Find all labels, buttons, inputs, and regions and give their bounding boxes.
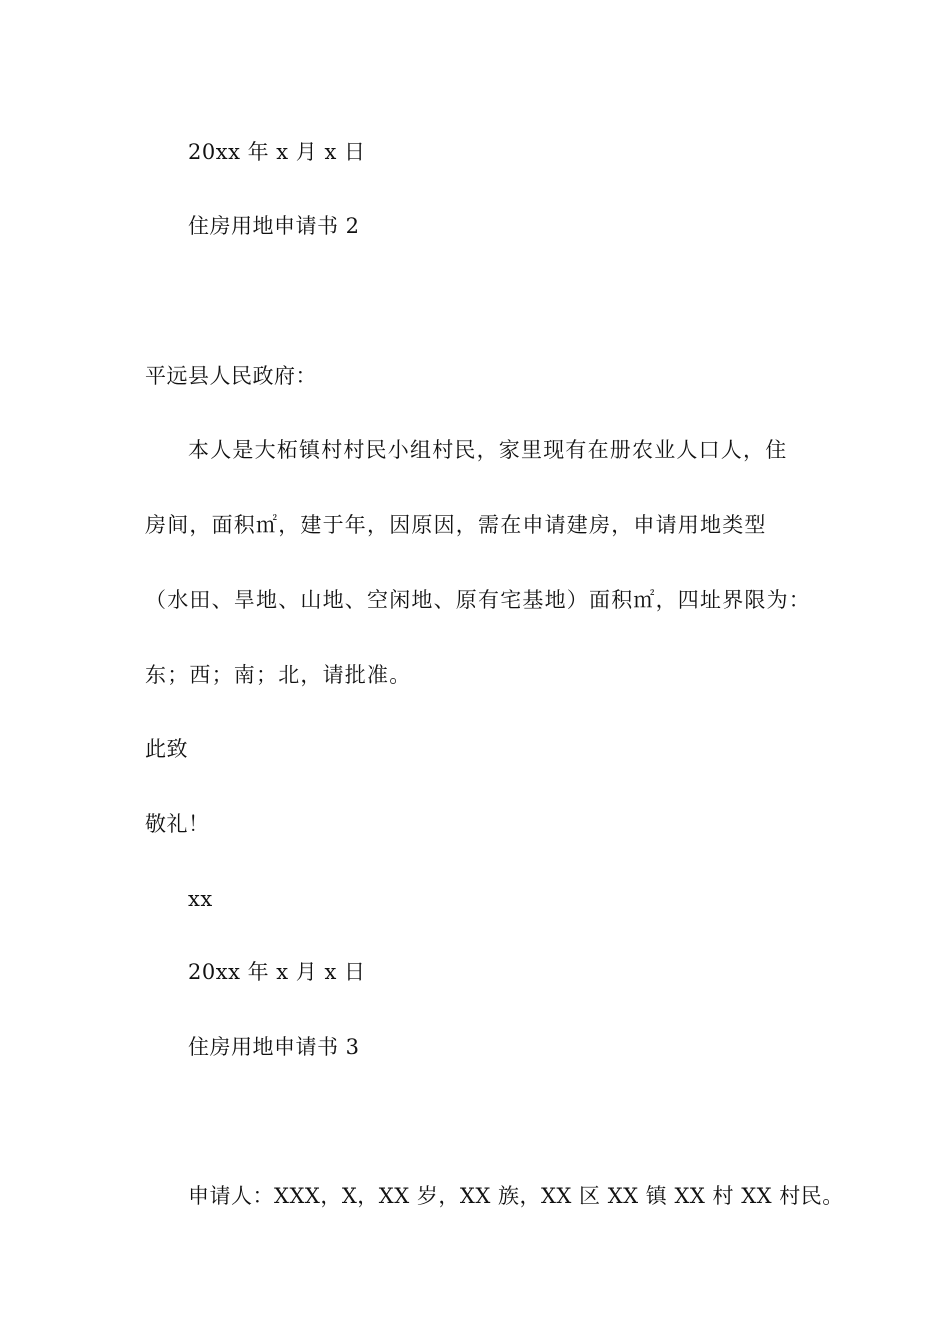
body-line: 房间，面积㎡，建于年，因原因，需在申请建房，申请用地类型 bbox=[145, 513, 767, 537]
closing-line: 此致 bbox=[145, 737, 188, 761]
body-line: 东；西；南；北，请批准。 bbox=[145, 663, 412, 687]
section-title: 住房用地申请书 2 bbox=[188, 214, 360, 238]
date-line: 20xx 年 x 月 x 日 bbox=[188, 960, 366, 984]
date-line: 20xx 年 x 月 x 日 bbox=[188, 140, 366, 164]
applicant-line: 申请人：XXX，X，XX 岁，XX 族，XX 区 XX 镇 XX 村 XX 村民。 bbox=[188, 1184, 844, 1208]
signature-line: xx bbox=[188, 887, 213, 911]
closing-line: 敬礼！ bbox=[145, 812, 210, 836]
body-line: （水田、旱地、山地、空闲地、原有宅基地）面积㎡，四址界限为： bbox=[145, 588, 811, 612]
recipient-line: 平远县人民政府： bbox=[145, 364, 317, 388]
body-line: 本人是大柘镇村村民小组村民，家里现有在册农业人口人，住 bbox=[188, 438, 788, 462]
section-title: 住房用地申请书 3 bbox=[188, 1035, 360, 1059]
